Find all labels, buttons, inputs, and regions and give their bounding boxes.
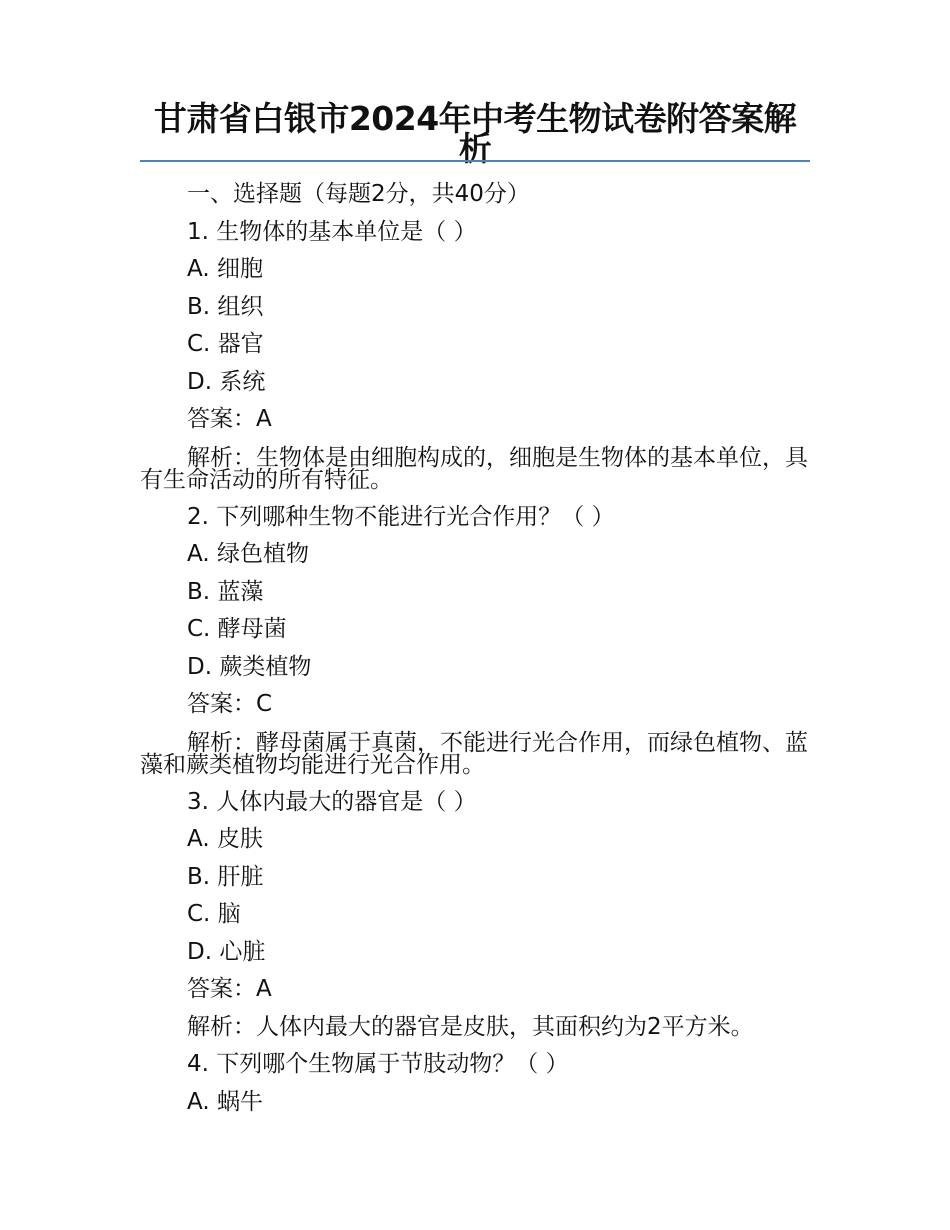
question-answer: 答案：A [187, 976, 272, 1002]
document-title: 甘肃省白银市2024年中考生物试卷附答案解析 [153, 99, 797, 168]
question-option: B. 组织 [187, 293, 264, 320]
question-option: D. 系统 [187, 368, 266, 395]
question-option: A. 细胞 [187, 256, 263, 282]
question-option: D. 蕨类植物 [187, 653, 312, 680]
question-option: C. 器官 [187, 331, 264, 357]
question-option: B. 肝脏 [187, 863, 264, 890]
question-answer: 答案：A [187, 406, 272, 432]
section-heading: 一、选择题（每题2分，共40分） [187, 181, 530, 207]
question-option: C. 酵母菌 [187, 616, 287, 642]
title-underline [140, 160, 810, 162]
question-explanation: 解析：生物体是由细胞构成的，细胞是生物体的基本单位，具有生命活动的所有特征。 [140, 444, 808, 493]
question-option: A. 皮肤 [187, 826, 263, 852]
question-option: A. 绿色植物 [187, 541, 309, 567]
question-explanation: 解析：酵母菌属于真菌，不能进行光合作用，而绿色植物、蓝藻和蕨类植物均能进行光合作用。 [140, 729, 808, 778]
question-explanation: 解析：人体内最大的器官是皮肤，其面积约为2平方米。 [187, 1013, 754, 1040]
question-option: D. 心脏 [187, 938, 266, 965]
question-stem: 1. 生物体的基本单位是（ ） [187, 218, 477, 245]
question-option: A. 蜗牛 [187, 1088, 263, 1115]
document-body [140, 176, 810, 1121]
question-stem: 4. 下列哪个生物属于节肢动物？（ ） [187, 1051, 569, 1077]
question-option: B. 蓝藻 [187, 578, 264, 605]
question-stem: 2. 下列哪种生物不能进行光合作用？（ ） [187, 503, 615, 530]
question-answer: 答案：C [187, 691, 273, 717]
question-stem: 3. 人体内最大的器官是（ ） [187, 788, 477, 815]
question-option: C. 脑 [187, 901, 241, 927]
